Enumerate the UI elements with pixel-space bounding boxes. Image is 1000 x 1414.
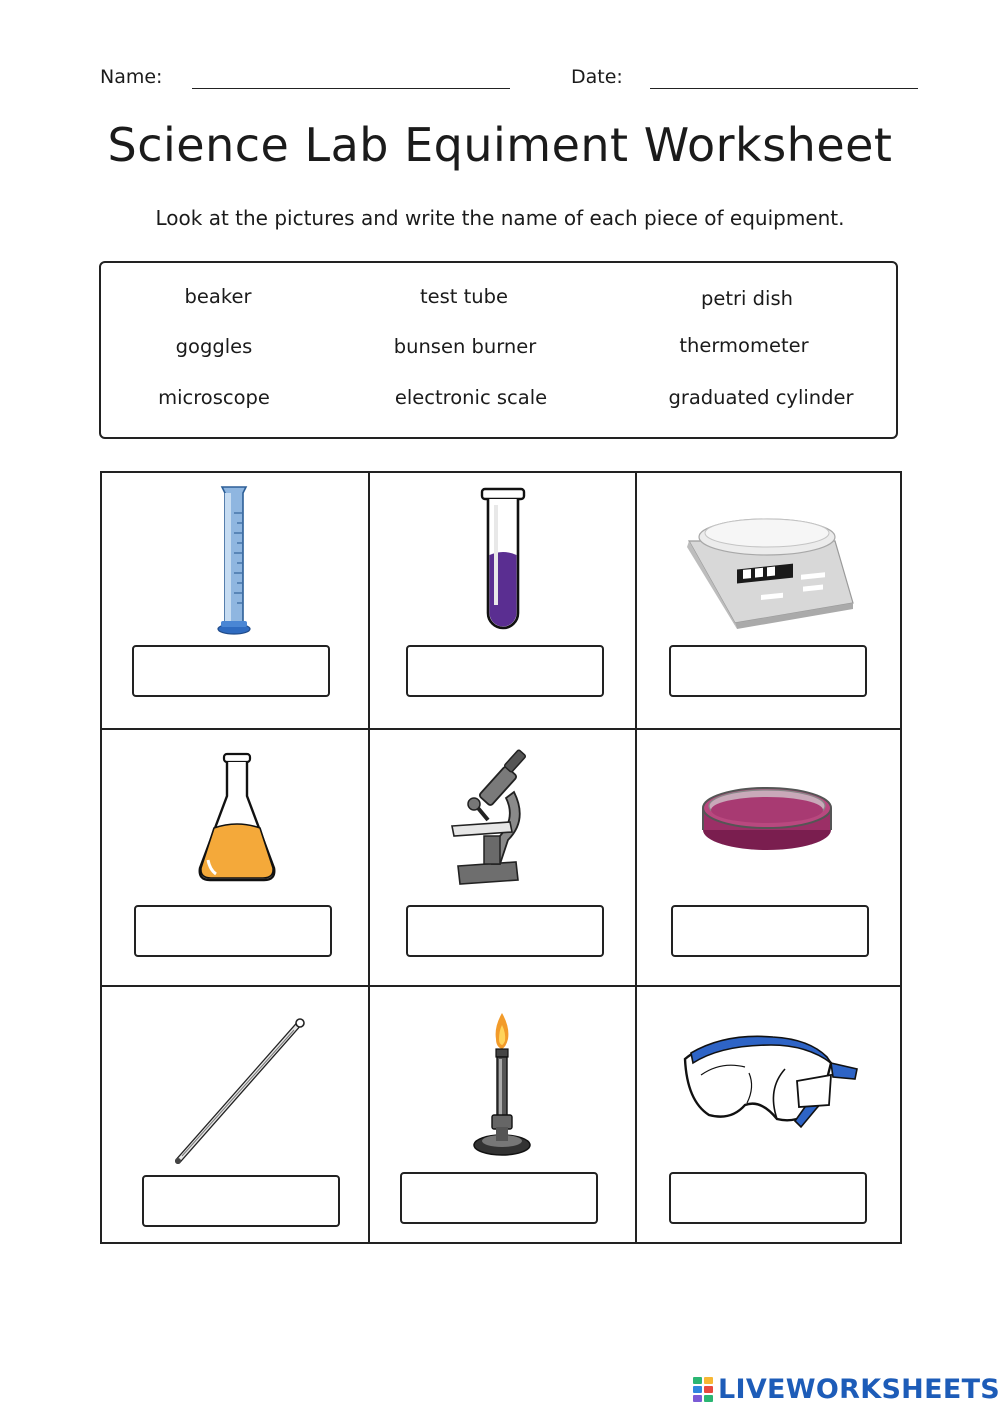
liveworksheets-logo-icon [692,1375,716,1403]
name-label: Name: [100,66,163,88]
answer-box[interactable] [406,905,604,957]
answer-box[interactable] [132,645,330,697]
word-bank-item: test tube [419,285,509,308]
picture-cell [102,730,368,985]
picture-cell [370,473,635,728]
picture-grid [100,471,902,1244]
answer-box[interactable] [142,1175,340,1227]
picture-cell [370,730,635,985]
picture-cell [637,730,902,985]
brand-name: LIVEWORKSHEETS [718,1373,1000,1405]
picture-cell [370,987,635,1242]
answer-box[interactable] [669,645,867,697]
word-bank-item: thermometer [679,334,809,357]
name-line[interactable] [192,88,510,89]
answer-box[interactable] [671,905,869,957]
instructions: Look at the pictures and write the name of each piece of equipment. [155,206,845,230]
test-tube-icon [476,485,530,637]
answer-box[interactable] [406,645,604,697]
thermometer-icon [172,1017,308,1167]
petri-dish-icon [699,778,835,864]
date-line[interactable] [650,88,918,89]
picture-cell [637,987,902,1242]
answer-box[interactable] [400,1172,598,1224]
word-bank-item: electronic scale [394,386,548,409]
answer-box[interactable] [669,1172,867,1224]
beaker-flask-icon [194,750,280,886]
bunsen-burner-icon [470,1011,534,1161]
date-label: Date: [571,66,623,88]
picture-cell [637,473,902,728]
graduated-cylinder-icon [210,483,258,639]
answer-box[interactable] [134,905,332,957]
word-bank [99,261,898,439]
word-bank-item: beaker [184,285,252,308]
word-bank-item: graduated cylinder [668,386,854,409]
liveworksheets-logo [692,1373,1000,1405]
microscope-icon [448,748,548,888]
page-title: Science Lab Equiment Worksheet [107,118,893,172]
word-bank-item: bunsen burner [393,335,537,358]
picture-cell [102,987,368,1242]
word-bank-item: microscope [158,386,270,409]
goggles-icon [681,1029,861,1133]
word-bank-item: goggles [175,335,253,358]
name-date-row [100,62,920,96]
electronic-scale-icon [685,517,855,629]
picture-cell [102,473,368,728]
word-bank-item: petri dish [701,287,793,310]
